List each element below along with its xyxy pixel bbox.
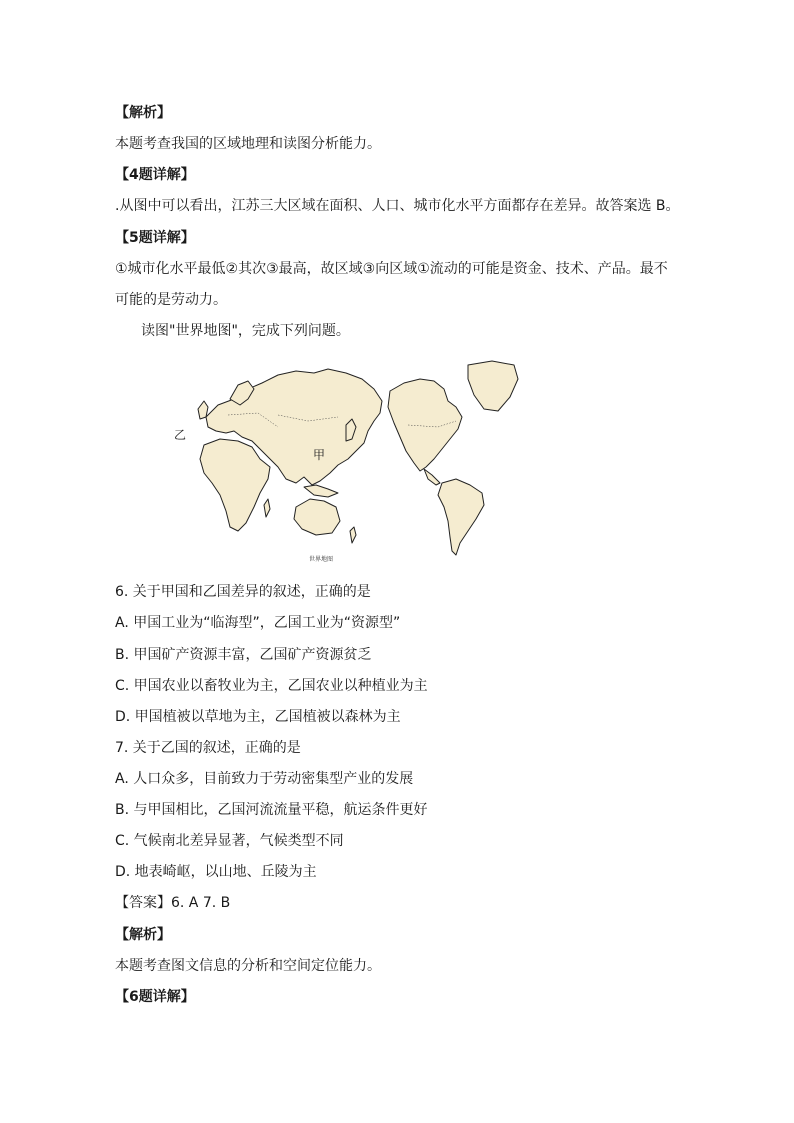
world-map [168,355,524,567]
q6-option-b: B. 甲国矿产资源丰富，乙国矿产资源贫乏 [115,647,372,663]
q6-option-d: D. 甲国植被以草地为主，乙国植被以森林为主 [115,709,401,725]
answer-line: 【答案】6. A 7. B [115,895,231,911]
analysis-text-2: 本题考查图文信息的分析和空间定位能力。 [115,958,381,974]
q6-option-c: C. 甲国农业以畜牧业为主，乙国农业以种植业为主 [115,678,428,694]
q7-option-c: C. 气候南北差异显著，气候类型不同 [115,833,344,849]
analysis-text: 本题考查我国的区域地理和读图分析能力。 [115,136,381,152]
q5-explanation-line2: 可能的是劳动力。 [115,292,227,308]
q6-option-a: A. 甲国工业为“临海型”，乙国工业为“资源型” [115,615,401,631]
map-caption: 世界地图 [309,556,334,563]
map-label-jia: 甲 [313,448,326,462]
section-heading-analysis-2: 【解析】 [115,927,171,943]
q4-explanation: .从图中可以看出，江苏三大区域在面积、人口、城市化水平方面都存在差异。故答案选 B。 [115,198,680,214]
q7-option-a: A. 人口众多，目前致力于劳动密集型产业的发展 [115,771,414,787]
q6-stem: 6. 关于甲国和乙国差异的叙述，正确的是 [115,584,371,600]
section-heading-q5: 【5题详解】 [115,230,195,246]
world-map-figure [168,355,524,567]
q7-stem: 7. 关于乙国的叙述，正确的是 [115,740,301,756]
map-label-yi: 乙 [174,428,187,442]
map-instruction: 读图"世界地图"，完成下列问题。 [141,323,350,339]
section-heading-q4: 【4题详解】 [115,167,195,183]
q5-explanation-line1: ①城市化水平最低②其次③最高，故区域③向区域①流动的可能是资金、技术、产品。最不 [115,261,668,277]
q7-option-b: B. 与甲国相比，乙国河流流量平稳，航运条件更好 [115,802,428,818]
section-heading-analysis: 【解析】 [115,105,171,121]
section-heading-q6: 【6题详解】 [115,989,195,1005]
q7-option-d: D. 地表崎岖，以山地、丘陵为主 [115,864,317,880]
